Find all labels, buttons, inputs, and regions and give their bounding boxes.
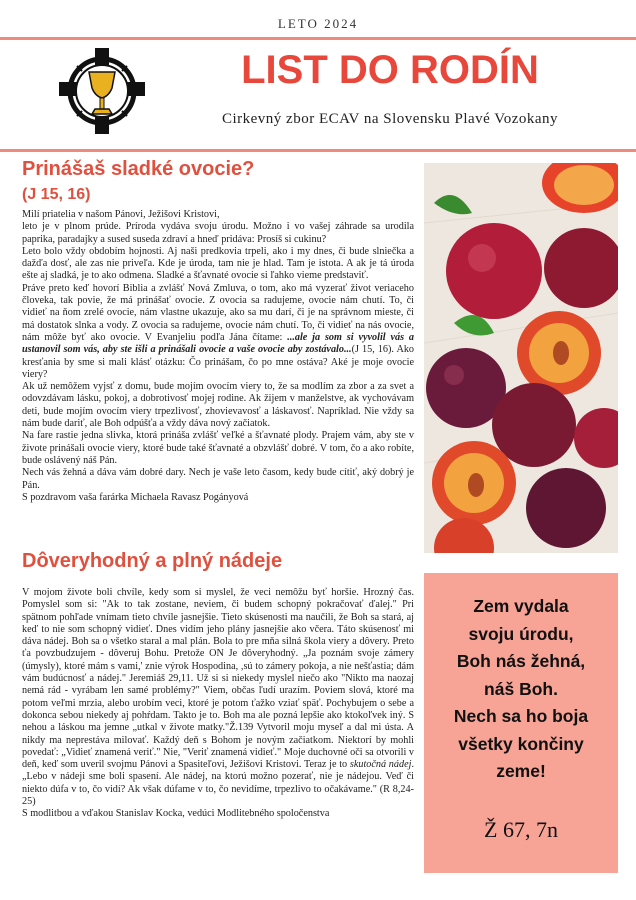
header-rule-top xyxy=(0,37,636,40)
article1-bible-quote: ...ale ja som si vyvolil vás a ustanovil som vás, aby ste išli a prinášali ovocie a vaše ovocie aby zostávalo... xyxy=(22,331,414,356)
article1-title: Prinášaš sladké ovocie? xyxy=(22,158,255,180)
quote-line: zeme! xyxy=(496,761,546,781)
header-rule-bottom xyxy=(0,149,636,152)
quote-text xyxy=(432,593,610,786)
quote-line: Boh nás žehná, xyxy=(456,651,586,671)
article2-text: V mojom živote boli chvíle, kedy som si myslel, že veci nemôžu byť horšie. Hrozný čas. Pomyslel som si: "Ak to tak zostane, neviem, či budem schopný pokračovať ďalej." Pri spätnom pohľade vnímam tieto chvíle jasnejšie. Tieto skúsenosti ma naučili, že Boh sa stará, aj keď to nie som schopný vidieť. Dnes vidím jeho plány jasnejšie ako včera. Táto skúsenosť mi dáva nádej. Boh sa o všetko staral a mal plán. Bola to pre mňa silná škola viery a dôvery. Preto ťa povzbudzujem - dôveruj Bohu. Pretože ON Je dôveryhodný. „Ja poznám svoje zámery (úmysly), ktoré mám s vami,' znie výrok Hospodina, ,sú to zámery pokoja, a nie nešťastia; dám vám budúcnosť a nádej." Jeremiáš 29,11. Už si si niekedy myslel niečo ako "Nikto ma naozaj nemá rád - vyrábam len samé problémy?" Viem, občas ľudí urazím. Poviem slová, ktoré ma potom veľmi mrzia, alebo urobím veci, ktoré je potom ťažko vziať späť. Pochybujem o sebe a dokonca sebou niekedy aj pohŕdam. Takto je to. Boh ma ale pozná lepšie ako ktokoľvek iný. S nehou a láskou ma jemne „utkal v živote matky."Ž.139 Vytvoril moju myseľ a dal mi ústa. A nikdy ma neprestáva milovať. Každý deň s Bohom je novým začiatkom. Niektorí by mohli povedať: „Vidieť znamená veriť." Nie, "Veriť znamená vidieť." Moje duchovné oči sa otvorili v deň, keď som uveril svojmu Pánovi a Spasiteľovi, Ježišovi Kristovi. Teraz je to xyxy=(22,587,414,771)
article1-paragraph: leto je v plnom prúde. Príroda vydáva svoju úrodu. Možno i vo vašej záhrade sa urodila paprika, paradajky a sused suseda zdraví a hneď pridáva: Prosíš si cukinu? xyxy=(22,221,414,245)
plums-photo xyxy=(424,163,618,553)
article2-signature: S modlitbou a vďakou Stanislav Kocka, vedúci Modlitebného spoločenstva xyxy=(22,808,330,820)
article1-p4-lead: Práve preto keď hovorí Biblia a zvlášť Nová Zmluva, o tom, ako má vyzerať život veriaceho človeka, tak povie, že má prinášať ovocie. Z ovocia sa radujeme, ovocie nám chutí. To, či vidieť na ňom zrelé ovocie, nám vlastne ukazuje, ako sa mu darí, či je na správnom mieste, či má dostatok slnka a vody. Z ovocia sa radujeme, ovocie nám chutí. To, či vidieť na nás ovocie, nám môže byť ako ovocie. V Evanjeliu podľa Jána čítame: xyxy=(22,282,414,343)
quote-line: svoju úrodu, xyxy=(468,623,574,644)
article1-paragraph: Leto bolo vždy obdobím hojnosti. Aj naši predkovia trpeli, ako i my dnes, či bude slniečka a dažďa dosť, ale zas nie priveľa. Kde je úroda, tam nie je hlad. Tam je istota. A ak je tá úroda ešte aj sladká, je to ako odmena. Sladké a šťavnaté ovocie si ľahko vieme predstaviť. xyxy=(22,245,414,282)
newsletter-title: LIST DO RODÍN xyxy=(241,48,539,92)
quote-reference: Ž 67, 7n xyxy=(484,817,558,842)
quote-line: náš Boh. xyxy=(484,678,558,699)
article1-paragraph: Na fare rastie jedna slivka, ktorá prináša zvlášť veľké a šťavnaté plody. Prajem vám, aby ste v živote prinášali ovocie viery, ktoré bude také šťavnaté a obzvlášť dobré. V tom, čo a ako robíte, bude oslávený náš Pán. xyxy=(22,430,414,466)
newsletter-subtitle: Cirkevný zbor ECAV na Slovensku Plavé Vozokany xyxy=(221,111,559,127)
quote-box xyxy=(424,573,618,873)
article1-paragraph xyxy=(22,283,414,381)
article1-p4-tail: (J 15, 16). Ako kresťania by sme si mali klásť otázku: Čo prinášam, čo po mne ostáva? Aké je moje ovocie viery? xyxy=(22,344,415,380)
article1-signature: S pozdravom vaša farárka Michaela Ravasz Pogányová xyxy=(22,491,249,503)
quote-line: Nech sa ho boja xyxy=(453,706,589,726)
article2-text: . „Lebo v nádeji sme boli spasení. Ale nádej, na ktorú možno pozerať, nie je nádejou. Veď či niekto dúfa v to, čo vidí? Ak však dúfame v to, čo nevidíme, trpezlivo to očakávame." (R 8,24-25) xyxy=(22,759,414,808)
article1-paragraph: Ak už nemôžem vyjsť z domu, bude mojím ovocím viery to, že sa modlím za zbor a za svet a odovzdávam lásku, pokoj, a dobrotivosť mojej rodine. Ak žijem v manželstve, ak vychovávam deti, bude mojím ovocím viery trpezlivosť, zhovievavosť a láskavosť. Napríklad. Nie vždy sa nám bude dariť, ale Boh odpúšťa a vždy dáva nový začiatok. xyxy=(22,381,414,430)
article2-paragraph xyxy=(22,587,414,808)
quote-line: Zem vydala xyxy=(473,596,569,616)
article1-body xyxy=(22,209,414,504)
article1-greeting: Milí priatelia v našom Pánovi, Ježišovi Kristovi, xyxy=(22,209,220,220)
article1-paragraph: Nech vás žehná a dáva vám dobré dary. Nech je vaše leto časom, kedy bude cítiť, aký dobrý je Pán. xyxy=(22,467,414,491)
church-logo-icon xyxy=(57,46,147,136)
quote-line: všetky končiny xyxy=(458,733,584,754)
article2-body xyxy=(22,587,414,821)
article2-title: Dôveryhodný a plný nádeje xyxy=(22,550,283,572)
article1-reference: (J 15, 16) xyxy=(22,186,91,203)
article2-emphasis: skutočná nádej xyxy=(349,759,412,771)
issue-season: LETO 2024 xyxy=(277,16,359,31)
